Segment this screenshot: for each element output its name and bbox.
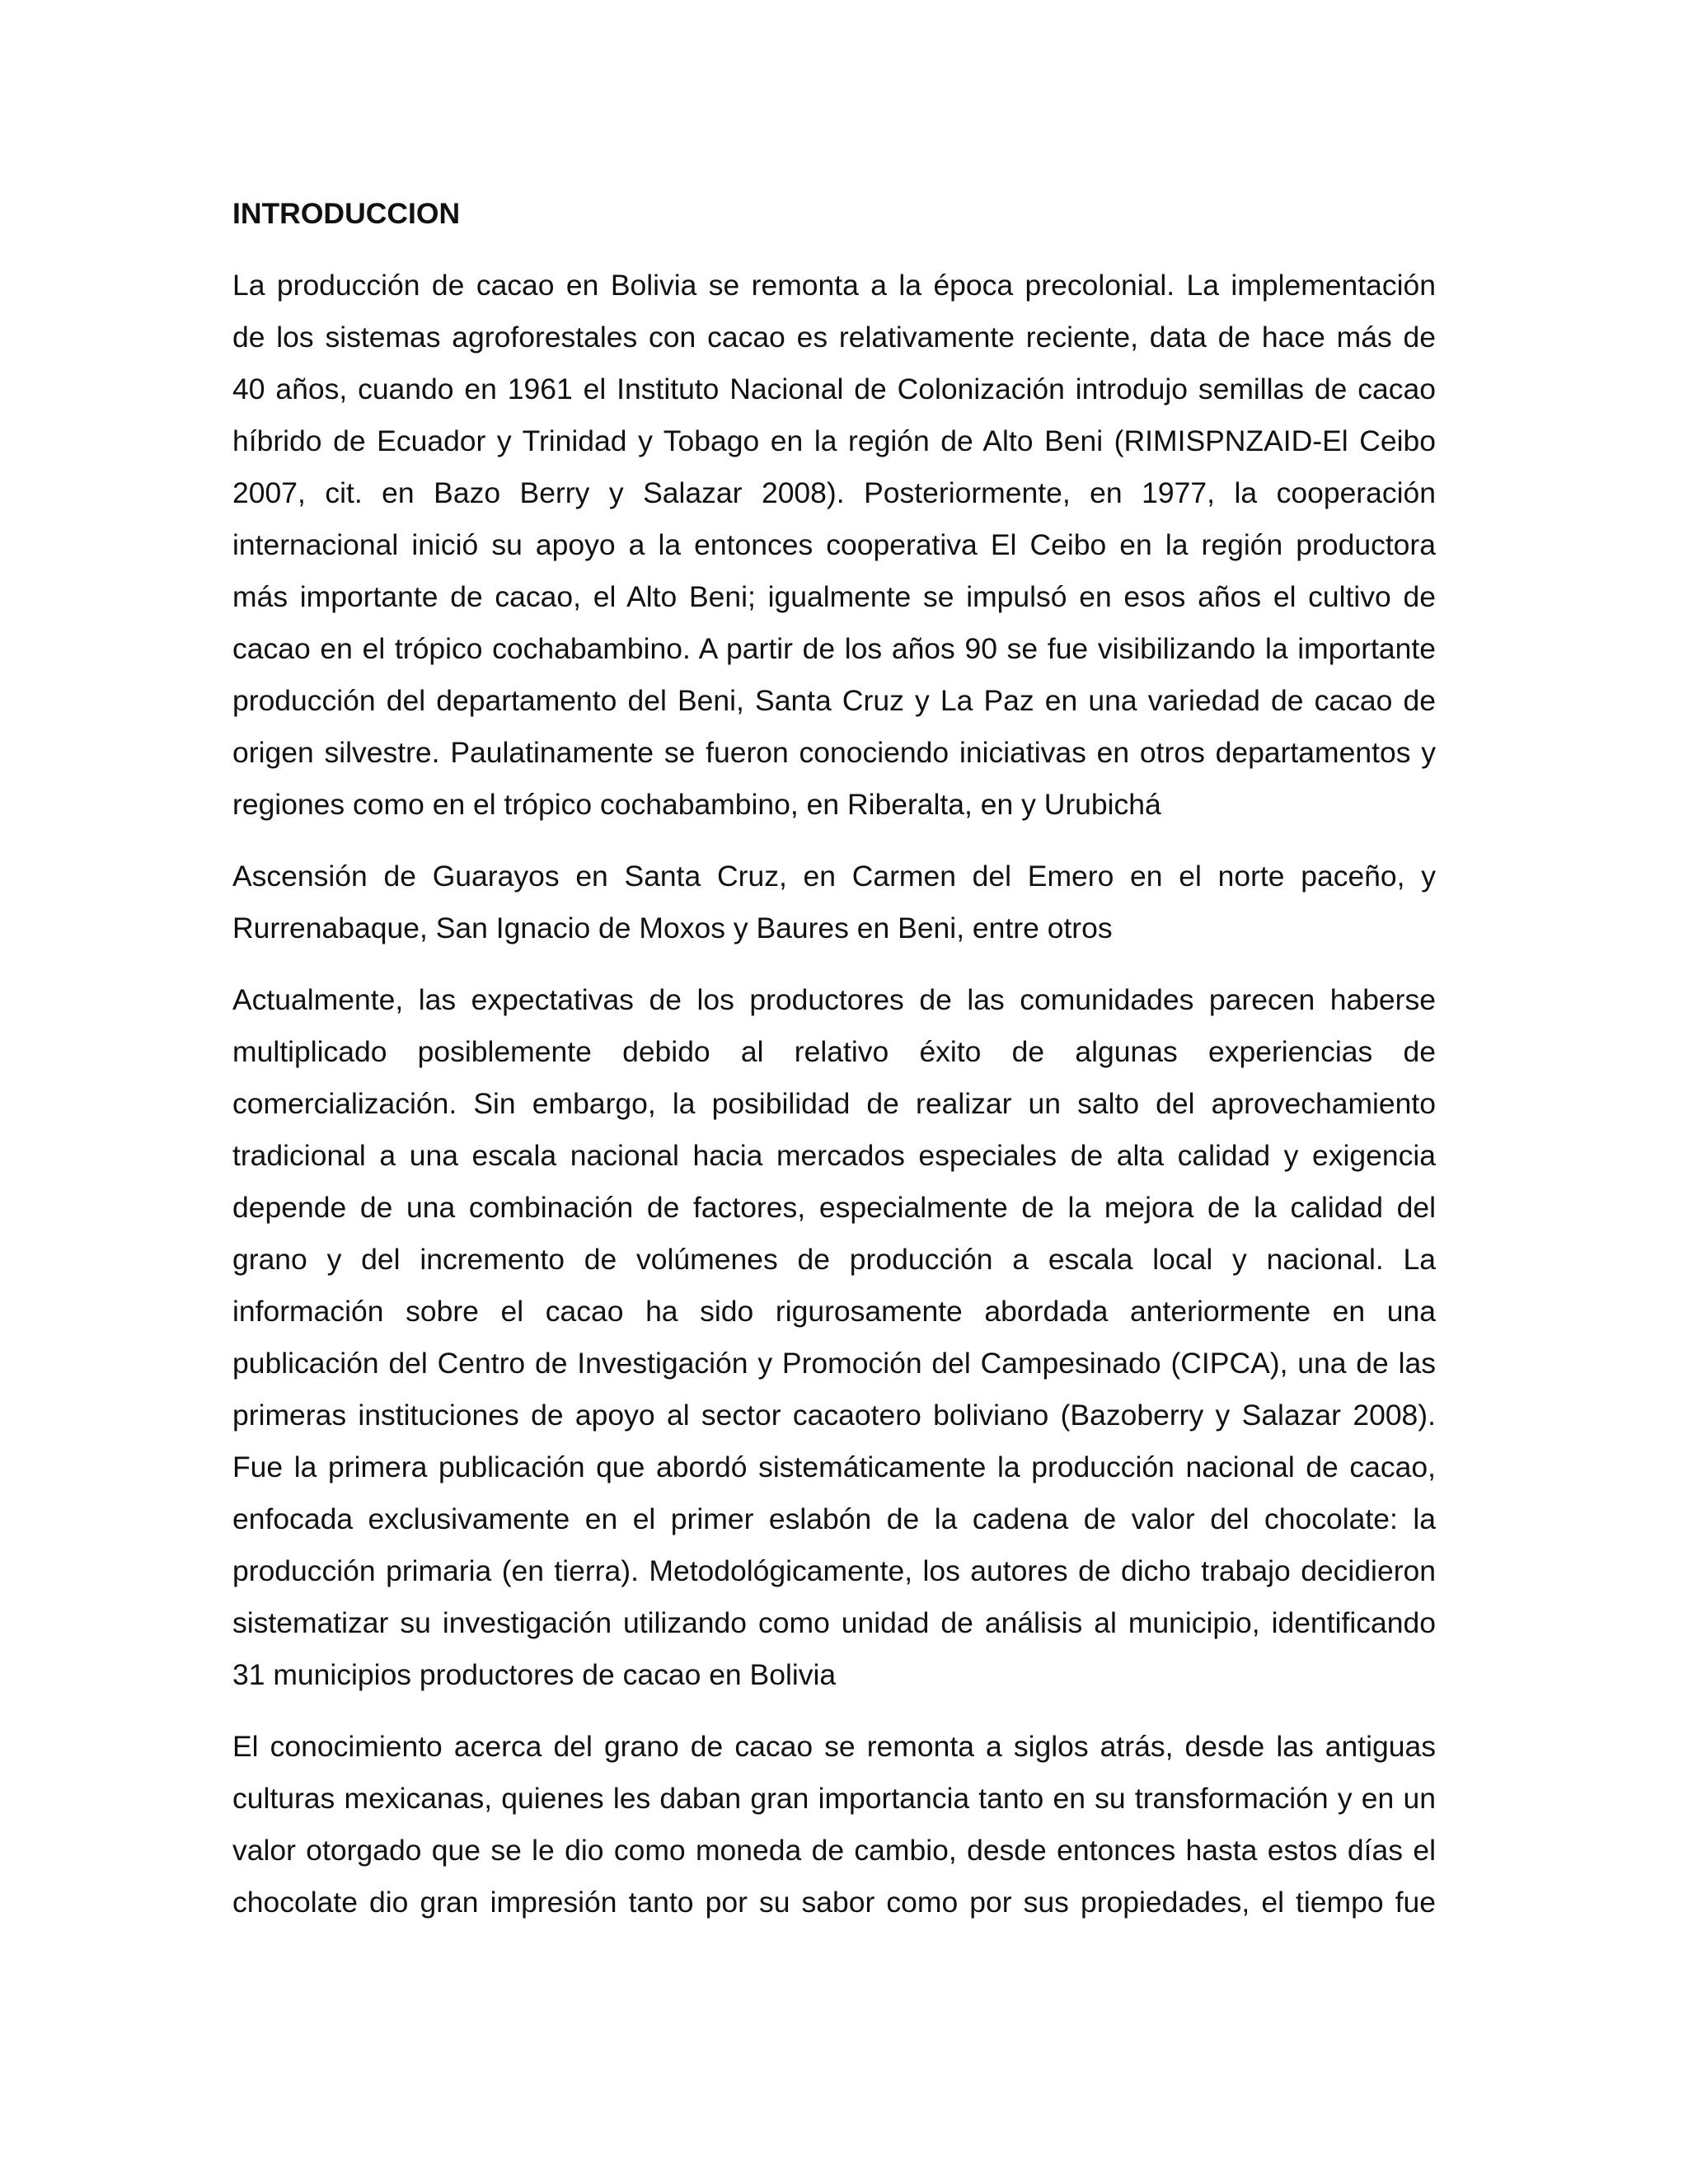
text-line: más importante de cacao, el Alto Beni; igualmente se impulsó en esos años el cultivo de xyxy=(232,580,1436,613)
text-line: de los sistemas agroforestales con cacao es relativamente reciente, data de hace más de xyxy=(232,321,1436,354)
text-line: publicación del Centro de Investigación y Promoción del Campesinado (CIPCA), una de las xyxy=(232,1347,1436,1380)
text-line: La producción de cacao en Bolivia se remonta a la época precolonial. La implementación xyxy=(232,269,1436,302)
paragraph xyxy=(232,1721,1436,1929)
text-line: origen silvestre. Paulatinamente se fueron conociendo iniciativas en otros departamentos y xyxy=(232,736,1436,769)
text-line: producción primaria (en tierra). Metodológicamente, los autores de dicho trabajo decidieron xyxy=(232,1554,1436,1587)
text-line: primeras instituciones de apoyo al sector cacaotero boliviano (Bazoberry y Salazar 2008). xyxy=(232,1399,1436,1432)
paragraph-list xyxy=(232,260,1436,1929)
text-line: producción del departamento del Beni, Santa Cruz y La Paz en una variedad de cacao de xyxy=(232,684,1436,717)
text-line: híbrido de Ecuador y Trinidad y Tobago en la región de Alto Beni (RIMISPNZAID-El Ceibo xyxy=(232,424,1436,457)
text-line: cacao en el trópico cochabambino. A partir de los años 90 se fue visibilizando la importante xyxy=(232,632,1436,665)
text-line: grano y del incremento de volúmenes de producción a escala local y nacional. La xyxy=(232,1243,1436,1276)
text-line: sistematizar su investigación utilizando como unidad de análisis al municipio, identificando xyxy=(232,1606,1436,1639)
text-line: 2007, cit. en Bazo Berry y Salazar 2008). Posteriormente, en 1977, la cooperación xyxy=(232,476,1436,509)
text-line: culturas mexicanas, quienes les daban gran importancia tanto en su transformación y en un xyxy=(232,1782,1436,1815)
text-line: Ascensión de Guarayos en Santa Cruz, en Carmen del Emero en el norte paceño, y xyxy=(232,860,1436,893)
text-line: depende de una combinación de factores, especialmente de la mejora de la calidad del xyxy=(232,1191,1436,1224)
paragraph xyxy=(232,851,1436,954)
text-line: Rurrenabaque, San Ignacio de Moxos y Baures en Beni, entre otros xyxy=(232,912,1113,944)
text-line: Fue la primera publicación que abordó sistemáticamente la producción nacional de cacao, xyxy=(232,1451,1436,1483)
text-line: chocolate dio gran impresión tanto por su sabor como por sus propiedades, el tiempo fue xyxy=(232,1886,1436,1919)
text-line: 40 años, cuando en 1961 el Instituto Nacional de Colonización introdujo semillas de cacao xyxy=(232,373,1436,405)
paragraph xyxy=(232,974,1436,1701)
text-line: tradicional a una escala nacional hacia mercados especiales de alta calidad y exigencia xyxy=(232,1139,1436,1172)
text-line: internacional inició su apoyo a la entonces cooperativa El Ceibo en la región productora xyxy=(232,528,1436,561)
text-line: enfocada exclusivamente en el primer eslabón de la cadena de valor del chocolate: la xyxy=(232,1502,1436,1535)
document-body xyxy=(232,188,1436,1948)
paragraph xyxy=(232,260,1436,831)
text-line: valor otorgado que se le dio como moneda de cambio, desde entonces hasta estos días el xyxy=(232,1834,1436,1867)
text-line: 31 municipios productores de cacao en Bolivia xyxy=(232,1658,837,1691)
section-heading: INTRODUCCION xyxy=(232,197,461,230)
text-line: Actualmente, las expectativas de los productores de las comunidades parecen haberse xyxy=(232,983,1436,1016)
text-line: regiones como en el trópico cochabambino, en Riberalta, en y Urubichá xyxy=(232,788,1161,821)
text-line: información sobre el cacao ha sido rigurosamente abordada anteriormente en una xyxy=(232,1295,1436,1328)
text-line: multiplicado posiblemente debido al relativo éxito de algunas experiencias de xyxy=(232,1035,1436,1068)
text-line: El conocimiento acerca del grano de cacao se remonta a siglos atrás, desde las antiguas xyxy=(232,1730,1436,1763)
text-line: comercialización. Sin embargo, la posibilidad de realizar un salto del aprovechamiento xyxy=(232,1087,1436,1120)
